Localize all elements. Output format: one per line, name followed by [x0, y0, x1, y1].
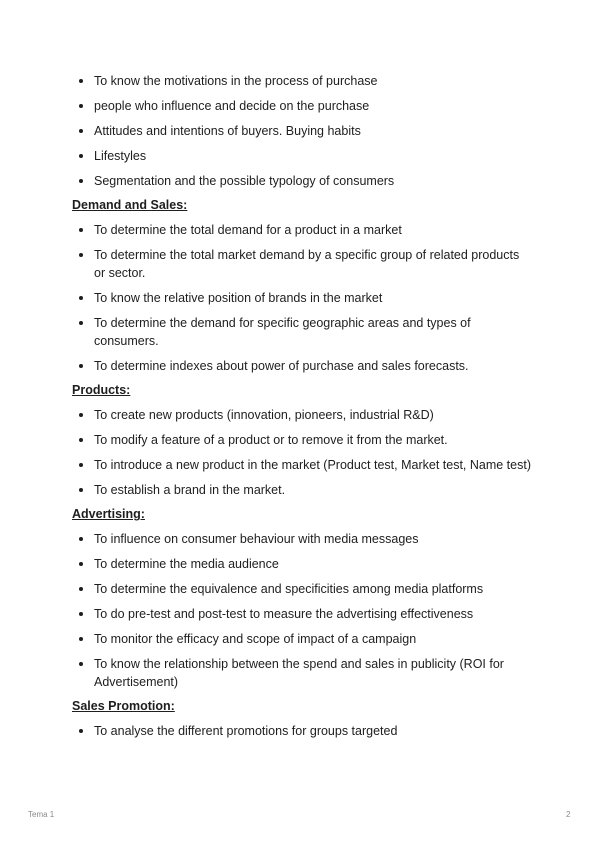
section-heading-products: Products: [72, 383, 131, 397]
bullet-list-intro [72, 72, 532, 190]
list-item: To do pre-test and post-test to measure the advertising effectiveness [72, 605, 532, 623]
list-item: To determine the total market demand by a specific group of related products or sector. [72, 246, 532, 282]
bullet-icon [79, 129, 83, 133]
bullet-icon [79, 296, 83, 300]
bullet-icon [79, 463, 83, 467]
bullet-icon [79, 537, 83, 541]
bullet-icon [79, 253, 83, 257]
list-item: Lifestyles [72, 147, 532, 165]
list-item: To know the relative position of brands in the market [72, 289, 532, 307]
list-item: To determine the media audience [72, 555, 532, 573]
list-item: To create new products (innovation, pioneers, industrial R&D) [72, 406, 532, 424]
bullet-icon [79, 321, 83, 325]
list-item: To determine the equivalence and specificities among media platforms [72, 580, 532, 598]
list-item: To modify a feature of a product or to remove it from the market. [72, 431, 532, 449]
bullet-icon [79, 154, 83, 158]
bullet-icon [79, 179, 83, 183]
list-item: To establish a brand in the market. [72, 481, 532, 499]
bullet-icon [79, 662, 83, 666]
bullet-icon [79, 413, 83, 417]
bullet-icon [79, 104, 83, 108]
bullet-list-demand-sales [72, 221, 532, 375]
section-heading-demand-sales: Demand and Sales: [72, 198, 188, 212]
list-item: Segmentation and the possible typology of consumers [72, 172, 532, 190]
list-item: people who influence and decide on the purchase [72, 97, 532, 115]
bullet-icon [79, 438, 83, 442]
section-heading-advertising: Advertising: [72, 507, 145, 521]
bullet-icon [79, 729, 83, 733]
list-item: To know the relationship between the spend and sales in publicity (ROI for Advertisement) [72, 655, 532, 691]
bullet-list-sales-promotion [72, 722, 532, 740]
bullet-icon [79, 228, 83, 232]
list-item: To determine the demand for specific geographic areas and types of consumers. [72, 314, 532, 350]
list-item: To determine indexes about power of purchase and sales forecasts. [72, 357, 532, 375]
bullet-icon [79, 364, 83, 368]
footer-document-name: Tema 1 [28, 810, 55, 819]
bullet-icon [79, 637, 83, 641]
footer-page-number: 2 [566, 810, 571, 819]
bullet-icon [79, 79, 83, 83]
bullet-icon [79, 488, 83, 492]
list-item: To determine the total demand for a product in a market [72, 221, 532, 239]
bullet-list-advertising [72, 530, 532, 691]
list-item: To monitor the efficacy and scope of impact of a campaign [72, 630, 532, 648]
bullet-icon [79, 587, 83, 591]
section-heading-sales-promotion: Sales Promotion: [72, 699, 175, 713]
bullet-list-products [72, 406, 532, 499]
bullet-icon [79, 612, 83, 616]
list-item: Attitudes and intentions of buyers. Buying habits [72, 122, 532, 140]
document-body [72, 72, 532, 747]
list-item: To know the motivations in the process of purchase [72, 72, 532, 90]
list-item: To analyse the different promotions for groups targeted [72, 722, 532, 740]
list-item: To influence on consumer behaviour with media messages [72, 530, 532, 548]
bullet-icon [79, 562, 83, 566]
list-item: To introduce a new product in the market (Product test, Market test, Name test) [72, 456, 532, 474]
